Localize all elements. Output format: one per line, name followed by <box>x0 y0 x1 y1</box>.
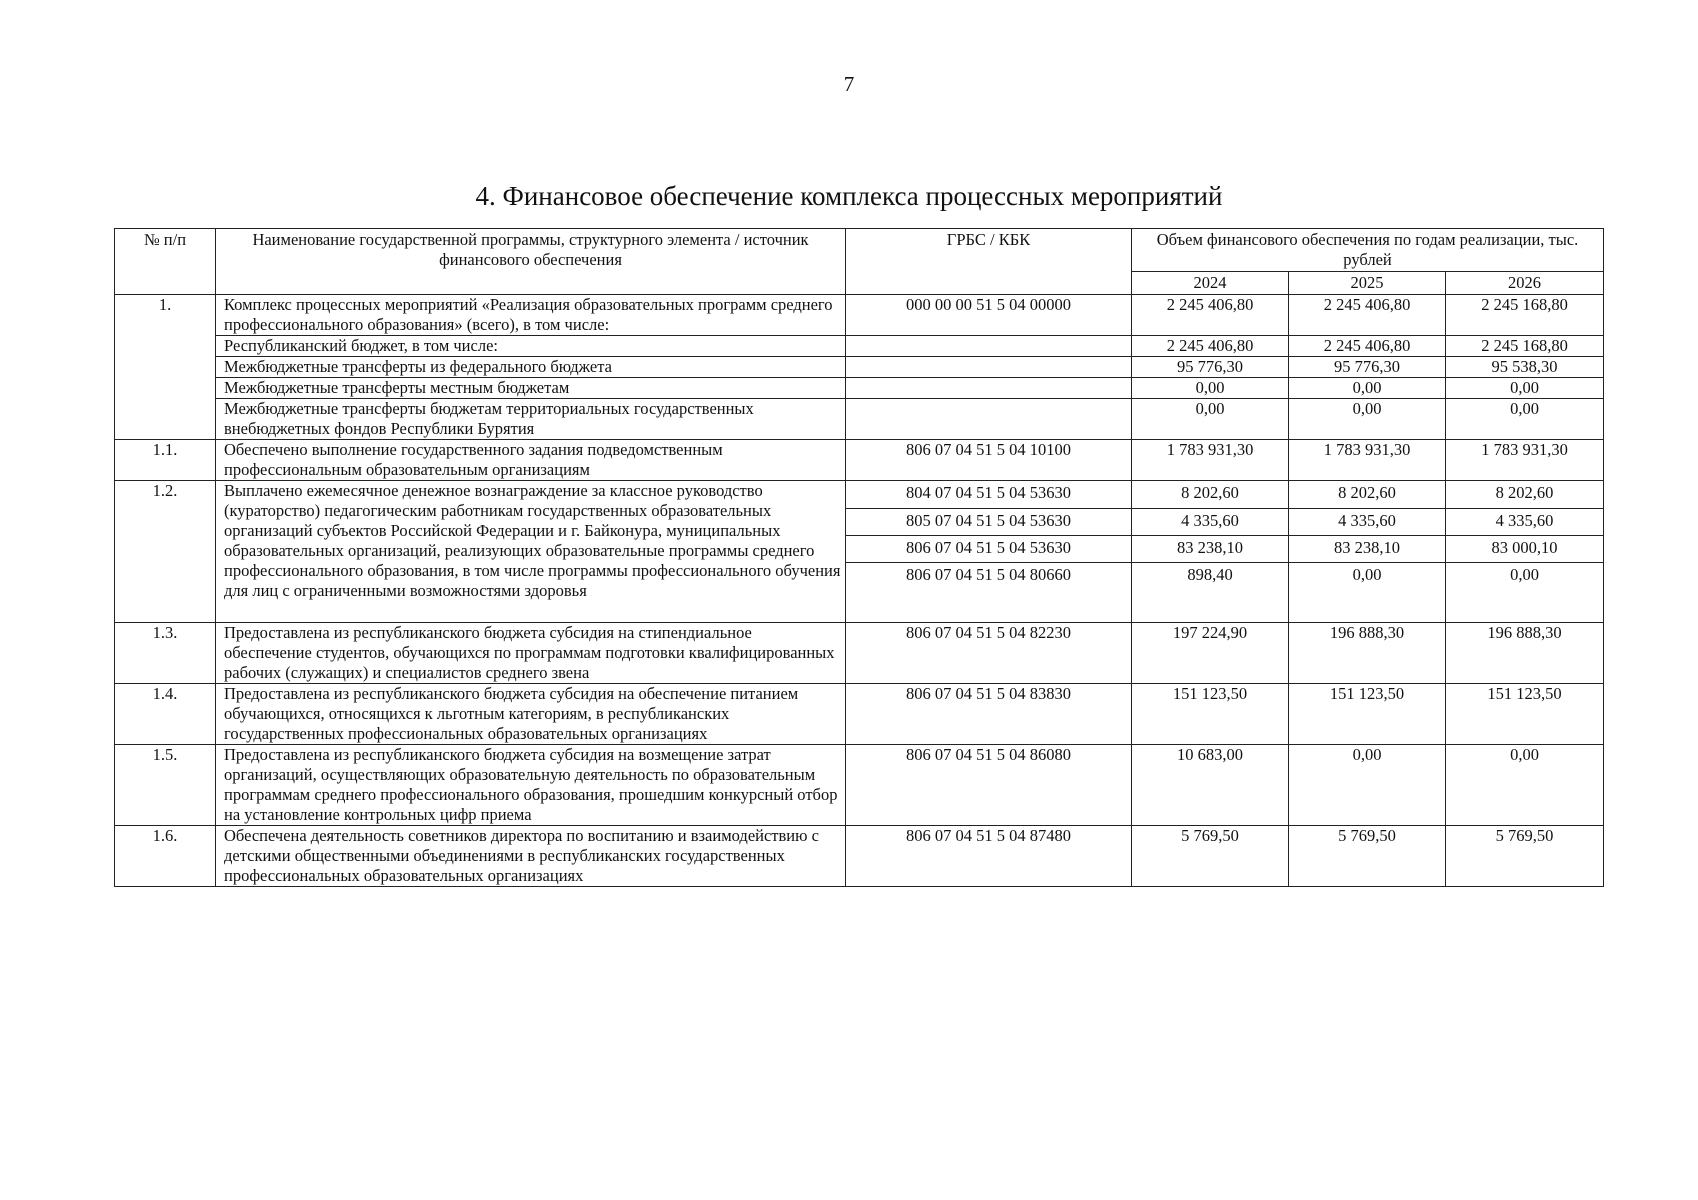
row-value-2024: 197 224,90 <box>1132 623 1289 684</box>
table-row <box>115 336 1604 357</box>
row-name: Межбюджетные трансферты местным бюджетам <box>216 378 846 399</box>
row-num: 1.2. <box>115 481 216 623</box>
row-value-2024: 0,00 <box>1132 378 1289 399</box>
row-code: 804 07 04 51 5 04 53630 <box>906 483 1071 502</box>
row-value-2025-stack <box>1289 481 1446 623</box>
row-code-stack <box>846 481 1132 623</box>
row-value-2025: 0,00 <box>1289 745 1446 826</box>
row-value-2026: 2 245 168,80 <box>1446 295 1604 336</box>
row-value-2024: 8 202,60 <box>1181 483 1239 502</box>
table-row <box>115 440 1604 481</box>
row-value-2025: 2 245 406,80 <box>1289 295 1446 336</box>
row-value-2025: 8 202,60 <box>1338 483 1396 502</box>
row-value-2025: 4 335,60 <box>1289 508 1445 535</box>
row-code <box>846 357 1132 378</box>
row-num: 1.5. <box>115 745 216 826</box>
row-value-2026: 0,00 <box>1446 562 1603 622</box>
row-num: 1.3. <box>115 623 216 684</box>
row-value-2026: 8 202,60 <box>1495 483 1554 502</box>
row-value-2025: 95 776,30 <box>1289 357 1446 378</box>
row-num: 1.6. <box>115 826 216 887</box>
row-num: 1. <box>115 295 216 440</box>
row-value-2025: 0,00 <box>1289 399 1446 440</box>
row-code: 806 07 04 51 5 04 82230 <box>846 623 1132 684</box>
row-code <box>846 399 1132 440</box>
row-code: 805 07 04 51 5 04 53630 <box>846 508 1131 535</box>
header-name: Наименование государственной программы, структурного элемента / источник финансового обеспечения <box>216 229 846 295</box>
row-name: Межбюджетные трансферты бюджетам территориальных государственных внебюджетных фондов Республики Бурятия <box>216 399 846 440</box>
row-name: Выплачено ежемесячное денежное вознаграждение за классное руководство (кураторство) педагогическим работникам государственных образовательных организаций субъектов Российской Федерации и г. Байконура, муниципальных образовательных организаций, реализующих образовательные программы среднего профессионального образования, в том числе программы профессионального обучения для лиц с ограниченными возможностями здоровья <box>216 481 846 623</box>
row-value-2026: 151 123,50 <box>1446 684 1604 745</box>
row-name: Республиканский бюджет, в том числе: <box>216 336 846 357</box>
row-value-2024: 10 683,00 <box>1132 745 1289 826</box>
row-code: 806 07 04 51 5 04 53630 <box>846 535 1131 562</box>
table-row <box>115 295 1604 336</box>
row-name: Предоставлена из республиканского бюджета субсидия на обеспечение питанием обучающихся, относящихся к льготным категориям, в республиканских государственных профессиональных образовательных организациях <box>216 684 846 745</box>
row-name: Комплекс процессных мероприятий «Реализация образовательных программ среднего профессионального образования» (всего), в том числе: <box>216 295 846 336</box>
table-row <box>115 399 1604 440</box>
row-code <box>846 336 1132 357</box>
row-value-2024: 5 769,50 <box>1132 826 1289 887</box>
row-code: 806 07 04 51 5 04 80660 <box>846 562 1131 622</box>
row-value-2026-stack <box>1446 481 1604 623</box>
row-value-2025: 83 238,10 <box>1289 535 1445 562</box>
row-value-2026: 0,00 <box>1446 745 1604 826</box>
row-value-2024: 95 776,30 <box>1132 357 1289 378</box>
row-value-2025: 196 888,30 <box>1289 623 1446 684</box>
row-value-2024: 151 123,50 <box>1132 684 1289 745</box>
row-code: 806 07 04 51 5 04 83830 <box>846 684 1132 745</box>
table-header-row <box>115 229 1604 272</box>
row-code: 806 07 04 51 5 04 10100 <box>846 440 1132 481</box>
row-code: 806 07 04 51 5 04 86080 <box>846 745 1132 826</box>
row-value-2025: 0,00 <box>1289 378 1446 399</box>
row-value-2026: 1 783 931,30 <box>1446 440 1604 481</box>
row-value-2024: 1 783 931,30 <box>1132 440 1289 481</box>
table-row <box>115 623 1604 684</box>
financing-table <box>114 228 1604 887</box>
row-value-2024: 4 335,60 <box>1132 508 1288 535</box>
table-row <box>115 357 1604 378</box>
table-row <box>115 378 1604 399</box>
row-value-2026: 4 335,60 <box>1446 508 1603 535</box>
row-value-2025: 5 769,50 <box>1289 826 1446 887</box>
row-num: 1.1. <box>115 440 216 481</box>
row-value-2024: 0,00 <box>1132 399 1289 440</box>
page-number: 7 <box>843 72 855 96</box>
row-value-2026: 0,00 <box>1446 378 1604 399</box>
table-row <box>115 684 1604 745</box>
row-name: Обеспечено выполнение государственного задания подведомственным профессиональным образовательным организациям <box>216 440 846 481</box>
header-code: ГРБС / КБК <box>846 229 1132 295</box>
header-year-2026: 2026 <box>1446 272 1604 295</box>
row-num: 1.4. <box>115 684 216 745</box>
row-name: Межбюджетные трансферты из федерального бюджета <box>216 357 846 378</box>
header-year-2025: 2025 <box>1289 272 1446 295</box>
header-volume: Объем финансового обеспечения по годам реализации, тыс. рублей <box>1132 229 1604 272</box>
row-value-2025: 2 245 406,80 <box>1289 336 1446 357</box>
row-value-2024: 898,40 <box>1132 562 1288 622</box>
row-value-2026: 5 769,50 <box>1446 826 1604 887</box>
table-row <box>115 481 1604 623</box>
row-code: 806 07 04 51 5 04 87480 <box>846 826 1132 887</box>
row-value-2026: 196 888,30 <box>1446 623 1604 684</box>
header-num: № п/п <box>115 229 216 295</box>
row-code <box>846 378 1132 399</box>
header-year-2024: 2024 <box>1132 272 1289 295</box>
row-value-2025: 1 783 931,30 <box>1289 440 1446 481</box>
row-value-2026: 0,00 <box>1446 399 1604 440</box>
row-value-2026: 83 000,10 <box>1446 535 1603 562</box>
row-value-2025: 0,00 <box>1289 562 1445 622</box>
row-code: 000 00 00 51 5 04 00000 <box>846 295 1132 336</box>
row-name: Обеспечена деятельность советников директора по воспитанию и взаимодействию с детскими общественными объединениями в республиканских государственных профессиональных образовательных организациях <box>216 826 846 887</box>
row-value-2024: 2 245 406,80 <box>1132 295 1289 336</box>
row-value-2026: 2 245 168,80 <box>1446 336 1604 357</box>
section-title: 4. Финансовое обеспечение комплекса процессных мероприятий <box>475 181 1223 211</box>
row-value-2026: 95 538,30 <box>1446 357 1604 378</box>
row-name: Предоставлена из республиканского бюджета субсидия на стипендиальное обеспечение студентов, обучающихся по программам подготовки квалифицированных рабочих (служащих) и специалистов среднего звена <box>216 623 846 684</box>
table-row <box>115 826 1604 887</box>
row-value-2025: 151 123,50 <box>1289 684 1446 745</box>
row-value-2024: 83 238,10 <box>1132 535 1288 562</box>
row-value-2024: 2 245 406,80 <box>1132 336 1289 357</box>
table-row <box>115 745 1604 826</box>
row-name: Предоставлена из республиканского бюджета субсидия на возмещение затрат организаций, осуществляющих образовательную деятельность по образовательным программам среднего профессионального образования, прошедшим конкурсный отбор на установление контрольных цифр приема <box>216 745 846 826</box>
row-value-2024-stack <box>1132 481 1289 623</box>
